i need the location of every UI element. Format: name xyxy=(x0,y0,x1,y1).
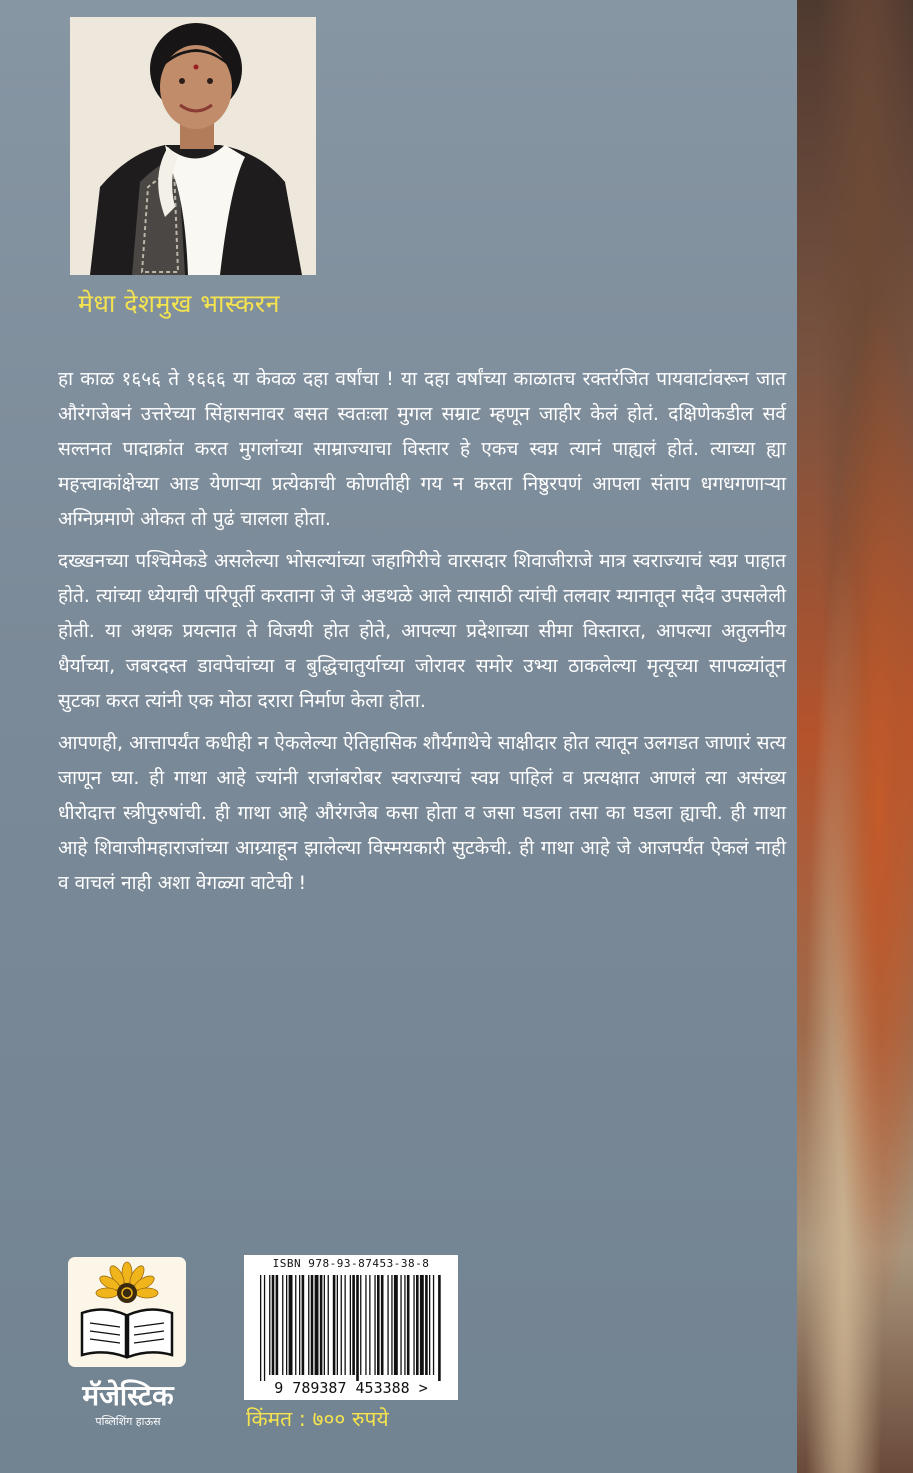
author-photo xyxy=(70,17,316,275)
front-cover-edge-artwork xyxy=(797,0,913,1473)
barcode-bar xyxy=(295,1275,296,1375)
barcode-bar xyxy=(433,1275,434,1375)
author-name: मेधा देशमुख भास्करन xyxy=(78,289,280,318)
blurb-paragraph-1: हा काळ १६५६ ते १६६६ या केवळ दहा वर्षांचा ! या दहा वर्षांच्या काळातच रक्तरंजित पायवाटांवरून जात औरंगजेबनं उत्तरेच्या सिंहासनावर बसत स्वतःला मुगल सम्राट म्हणून जाहीर केलं होतं. दक्षिणेकडील सर्व सल्तनत पादाक्रांत करत मुगलांच्या साम्राज्याचा विस्तार हे एकच स्वप्न त्यानं पाह्यलं होतं. त्याच्या ह्या महत्त्वाकांक्षेच्या आड येणाऱ्या प्रत्येकाची कोणतीही गय न करता निष्ठुरपणं आपला संताप धगधगणाऱ्या अग्निप्रमाणे ओकत तो पुढं चालला होता. xyxy=(58,368,786,530)
barcode-bar xyxy=(282,1275,283,1375)
barcode-bar xyxy=(352,1275,355,1375)
barcode-bar xyxy=(420,1275,424,1375)
barcode-bar xyxy=(299,1275,300,1375)
barcode-bar xyxy=(356,1275,359,1381)
barcode-bar xyxy=(365,1275,366,1375)
blurb-text xyxy=(58,362,786,908)
barcode-bar xyxy=(337,1275,338,1375)
blurb-paragraph-2: दख्खनच्या पश्चिमेकडे असलेल्या भोसल्यांच्या जहागिरीचे वारसदार शिवाजीराजे मात्र स्वराज्याचं स्वप्न पाहात होते. त्यांच्या ध्येयाची परिपूर्ती करताना जे जे अडथळे आले त्यासाठी त्यांची तलवार म्यानातून सदैव उपसलेली होती. या अथक प्रयत्नात ते विजयी होत होते, आपल्या प्रदेशाच्या सीमा विस्तारत, आपल्या अतुलनीय धैर्याच्या, जबरदस्त डावपेचांच्या व बुद्धिचातुर्याच्या जोरावर समोर उभ्या ठाकलेल्या मृत्यूच्या सापळ्यांतून सुटका करत त्यांनी एक मोठा दरारा निर्माण केला होता. xyxy=(58,550,786,712)
barcode-bar xyxy=(404,1275,405,1375)
isbn-barcode xyxy=(244,1255,458,1400)
publisher-name: मॅजेस्टिक xyxy=(82,1379,174,1412)
barcode-bar xyxy=(328,1275,329,1375)
barcode-bar xyxy=(438,1275,441,1381)
barcode-bar xyxy=(377,1275,380,1375)
barcode-bar xyxy=(381,1275,384,1375)
barcode-bar xyxy=(320,1275,323,1375)
barcode-bar xyxy=(308,1275,309,1375)
barcode-bar xyxy=(302,1275,305,1375)
price: किंमत : ७०० रुपये xyxy=(246,1407,389,1431)
barcode-bar xyxy=(272,1275,275,1375)
barcode-bar xyxy=(400,1275,401,1375)
barcode-bar xyxy=(315,1275,319,1375)
publisher-logo xyxy=(68,1257,186,1367)
barcode-bar xyxy=(394,1275,398,1375)
barcode-bar xyxy=(324,1275,325,1375)
isbn-label: ISBN 978-93-87453-38-8 xyxy=(272,1257,430,1270)
publisher-subtitle: पब्लिशिंग हाऊस xyxy=(95,1415,161,1428)
barcode-bar xyxy=(269,1275,270,1375)
barcode-bar xyxy=(429,1275,430,1375)
barcode-bar xyxy=(369,1275,370,1375)
barcode-bar xyxy=(413,1275,414,1375)
barcode-bar xyxy=(311,1275,314,1375)
barcode-bar xyxy=(345,1275,346,1375)
barcode-bar xyxy=(387,1275,388,1375)
barcode-bar xyxy=(264,1275,265,1381)
barcode-bar xyxy=(341,1275,342,1375)
barcode-bar xyxy=(289,1275,293,1375)
barcode-bar xyxy=(276,1275,279,1375)
barcode-bar xyxy=(286,1275,287,1375)
blurb-paragraph-3: आपणही, आत्तापर्यंत कधीही न ऐकलेल्या ऐतिहासिक शौर्यगाथेचे साक्षीदार होत त्यातून उलगडत जाणारं सत्य जाणून घ्या. ही गाथा आहे ज्यांनी राजांबरोबर स्वराज्याचं स्वप्न पाहिलं व प्रत्यक्षात आणलं त्या असंख्य धीरोदात्त स्त्रीपुरुषांची. ही गाथा आहे औरंगजेब कसा होता व जसा घडला तसा का घडला ह्याची. ही गाथा आहे शिवाजीमहाराजांच्या आग्र्याहून झालेल्या विस्मयकारी सुटकेची. ही गाथा आहे जे आजपर्यंत ऐकलं नाही व वाचलं नाही अशा वेगळ्या वाटेची ! xyxy=(58,732,786,894)
barcode-bar xyxy=(350,1275,351,1375)
barcode-bar xyxy=(416,1275,419,1375)
barcode-bar xyxy=(374,1275,375,1375)
barcode-bar xyxy=(360,1275,361,1375)
barcode-bar xyxy=(333,1275,336,1375)
barcode-bar xyxy=(260,1275,261,1381)
barcode-digits: 9 789387 453388 > xyxy=(274,1379,428,1397)
barcode-bar xyxy=(391,1275,392,1375)
barcode-bar xyxy=(407,1275,410,1375)
barcode-bar xyxy=(425,1275,428,1375)
